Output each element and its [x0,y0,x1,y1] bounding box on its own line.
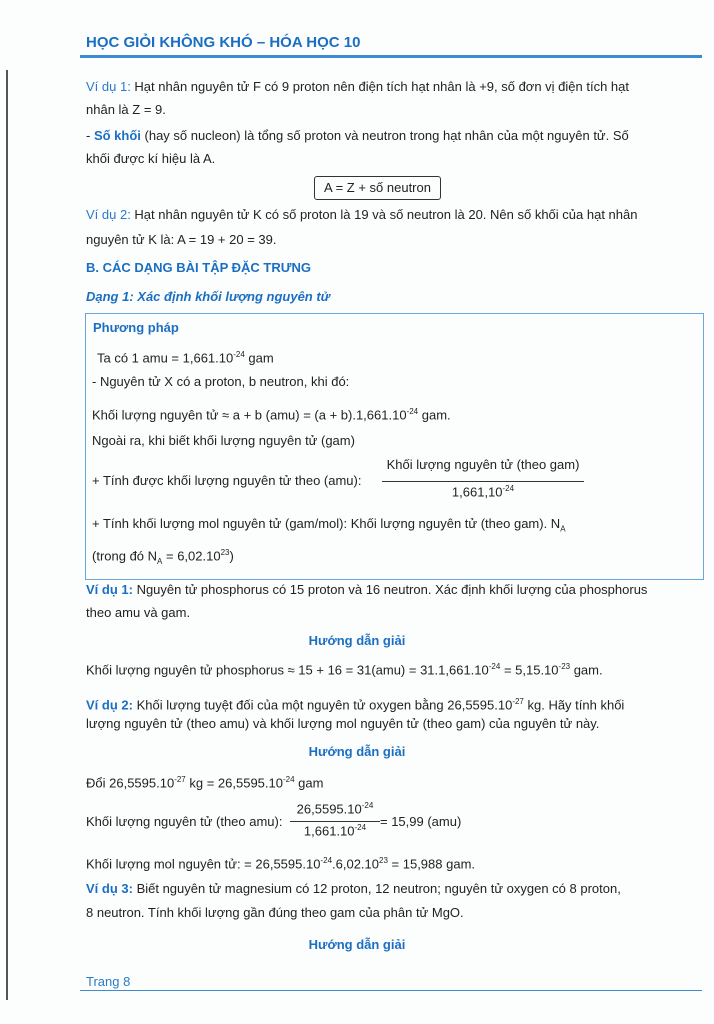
guide-heading: Hướng dẫn giải [308,937,406,952]
text-segment: Hạt nhân nguyên tử K có số proton là 19 và số neutron là 20. Nên số khối của hạt nhân [134,207,638,222]
text-segment: gam [294,775,324,791]
fraction-bar [290,821,380,822]
fraction-denominator: $1,661.10^{-24}$ [303,823,367,839]
text-segment: nguyên tử K là: A = 19 + 20 = 39. [86,232,277,247]
text-line [86,880,621,898]
header-rule [80,55,702,58]
text-segment: -24 [282,775,295,784]
text-line [380,813,461,831]
text-line [86,101,166,119]
page-edge [6,70,8,1000]
subsection-heading: Dạng 1: Xác định khối lượng nguyên tử [86,289,330,304]
text-segment: .6,02.10 [332,856,380,872]
text-segment: Khối lượng mol nguyên tử: = 26,5595.10 [86,856,321,872]
text-segment: Ví dụ 2: [86,697,137,713]
text-segment: Khối lượng nguyên tử phosphorus ≈ 15 + 16 = 31(amu) = 31.1,661.10 [86,662,489,678]
text-segment: gam [244,350,274,366]
text-line [86,78,629,96]
text-segment: - Nguyên tử X có a proton, b neutron, khi đó: [92,374,350,389]
text-line [86,852,475,873]
text-line [97,346,274,367]
text-segment: Ví dụ 2: [86,207,135,222]
text-line [86,771,323,792]
text-segment: = 15,99 (amu) [380,814,462,829]
text-line [86,715,599,733]
text-segment: (trong đó N [92,548,158,564]
text-segment: kg. Hãy tính khối [523,697,625,713]
text-segment: (hay số nucleon) là tổng số proton và neutron trong hạt nhân của một nguyên tử. Số [140,128,629,143]
text-segment: + Tính khối lượng mol nguyên tử (gam/mol): Khối lượng nguyên tử (theo gam). N [92,516,561,531]
text-segment: Khối lượng nguyên tử (theo amu): [86,814,283,829]
text-line [86,206,637,224]
text-segment: - [86,128,94,143]
text-line [86,127,629,145]
text-segment: -27 [512,697,524,706]
text-segment: Hạt nhân nguyên tử F có 9 proton nên điện tích hạt nhân là +9, số đơn vị điện tích hạt [134,79,630,94]
header-title: HỌC GIỎI KHÔNG KHÓ – HÓA HỌC 10 [86,34,361,51]
text-segment: -24 [488,662,501,671]
text-line [86,693,624,714]
text-segment: Khối lượng nguyên tử ≈ a + b (amu) = (a + b).1,661.10 [92,407,407,423]
text-segment: lượng nguyên tử (theo amu) và khối lượng mol nguyên tử (theo gam) của nguyên tử này. [86,716,600,731]
text-line [92,544,234,571]
text-segment: A [560,524,566,534]
text-segment: -27 [174,775,186,784]
method-title: Phương pháp [93,320,179,335]
text-segment: Biết nguyên tử magnesium có 12 proton, 12 neutron; nguyên tử oxygen có 8 proton, [136,881,621,896]
text-line [92,373,349,391]
text-segment: 8 neutron. Tính khối lượng gần đúng theo gam của phân tử MgO. [86,905,464,920]
text-line [86,904,464,922]
fraction-numerator: $26,5595.10^{-24}$ [296,801,374,817]
page-number: Trang 8 [86,974,131,989]
text-segment: Ta có 1 amu = 1,661.10 [97,350,234,366]
text-segment: gam. [570,662,603,678]
section-heading: B. CÁC DẠNG BÀI TẬP ĐẶC TRƯNG [86,260,312,275]
text-line [86,658,603,679]
text-segment: -23 [558,662,571,671]
text-segment: -24 [233,350,245,359]
footer-rule [80,990,702,991]
text-segment: ) [229,548,234,564]
text-segment: Khối lượng tuyệt đối của một nguyên tử oxygen bằng 26,5595.10 [136,697,513,713]
text-segment: 23 [220,548,230,557]
fraction-denominator: $1,661,10^{-24}$ [451,484,515,500]
formula-box: A = Z + số neutron [314,176,441,200]
text-segment: theo amu và gam. [86,605,191,620]
text-line [92,432,355,450]
text-line [86,150,215,168]
text-line [86,581,647,599]
text-segment: + Tính được khối lượng nguyên tử theo (amu): [92,473,362,488]
text-segment: A [157,556,163,566]
text-segment: Đổi 26,5595.10 [86,775,175,791]
fraction-numerator: Khối lượng nguyên tử (theo gam) [386,457,580,472]
guide-heading: Hướng dẫn giải [308,633,406,648]
text-segment: -24 [320,856,333,865]
text-line [86,813,282,831]
text-segment: khối được kí hiệu là A. [86,151,216,166]
text-segment: Ngoài ra, khi biết khối lượng nguyên tử (gam) [92,433,355,448]
text-line [92,403,451,424]
text-segment: 23 [379,856,388,865]
text-segment: Ví dụ 3: [86,881,137,896]
text-segment: = 5,15.10 [500,662,559,678]
fraction-bar [382,481,584,482]
guide-heading: Hướng dẫn giải [308,744,406,759]
text-line [92,472,361,490]
text-segment: Ví dụ 1: [86,79,135,94]
text-segment: nhân là Z = 9. [86,102,166,117]
text-line [86,231,277,249]
text-line [86,604,190,622]
text-line [92,515,566,539]
text-segment: kg = 26,5595.10 [185,775,283,791]
text-segment: -24 [406,407,419,416]
text-segment: Nguyên tử phosphorus có 15 proton và 16 neutron. Xác định khối lượng của phosphorus [136,582,648,597]
text-segment: Ví dụ 1: [86,582,137,597]
text-segment: gam. [418,407,451,423]
text-segment: = 15,988 gam. [387,856,476,872]
text-segment: = 6,02.10 [162,548,221,564]
text-segment: Số khối [93,128,141,143]
